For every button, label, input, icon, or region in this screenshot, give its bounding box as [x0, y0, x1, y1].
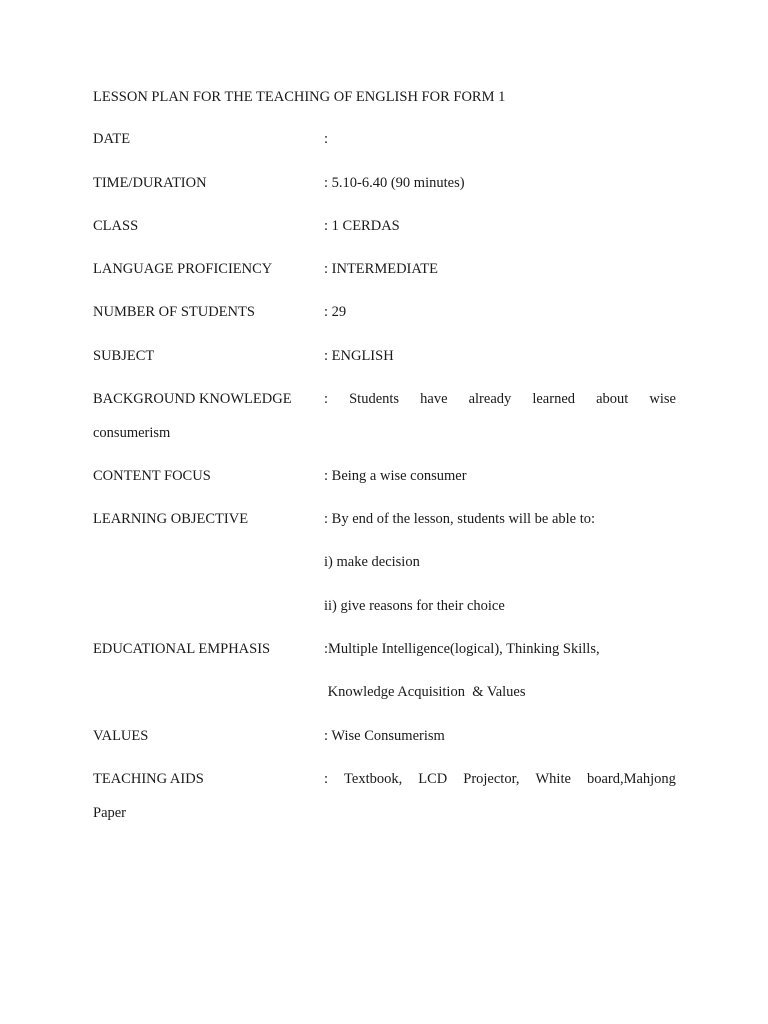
background-knowledge-continuation: consumerism: [93, 425, 171, 441]
teaching-aids-label: TEACHING AIDS: [93, 771, 204, 787]
educational-emphasis-label: EDUCATIONAL EMPHASIS: [93, 641, 271, 657]
values-value: : Wise Consumerism: [324, 728, 445, 744]
teaching-aids-value: [324, 769, 676, 789]
background-knowledge-continuation-row: [0, 423, 768, 443]
language-proficiency-label: LANGUAGE PROFICIENCY: [93, 261, 273, 277]
values-row: [0, 726, 768, 746]
date-label: DATE: [93, 131, 131, 147]
teaching-aids-word: Textbook,: [344, 771, 403, 787]
number-of-students-value: : 29: [324, 304, 347, 320]
background-knowledge-word: already: [468, 391, 512, 407]
teaching-aids-continuation: Paper: [93, 805, 127, 821]
date-row: [0, 129, 768, 149]
educational-emphasis-row: [0, 639, 768, 659]
content-focus-label: CONTENT FOCUS: [93, 468, 211, 484]
document-title: LESSON PLAN FOR THE TEACHING OF ENGLISH FOR FORM 1: [93, 89, 506, 105]
subject-label: SUBJECT: [93, 348, 155, 364]
background-knowledge-word: Students: [349, 391, 400, 407]
class-row: [0, 216, 768, 236]
content-focus-row: [0, 466, 768, 486]
content-focus-value: : Being a wise consumer: [324, 468, 467, 484]
teaching-aids-word: White: [535, 771, 571, 787]
background-knowledge-word: :: [324, 391, 329, 407]
background-knowledge-word: learned: [532, 391, 576, 407]
background-knowledge-word: have: [420, 391, 448, 407]
time-duration-row: [0, 173, 768, 193]
background-knowledge-word: wise: [649, 391, 676, 407]
class-value: : 1 CERDAS: [324, 218, 400, 234]
background-knowledge-word: about: [596, 391, 629, 407]
learning-objective-value: : By end of the lesson, students will be able to:: [324, 511, 596, 527]
teaching-aids-row: [0, 769, 768, 789]
teaching-aids-continuation-row: [0, 803, 768, 823]
subject-row: [0, 346, 768, 366]
teaching-aids-word: board,Mahjong: [586, 771, 676, 787]
learning-objective-item: ii) give reasons for their choice: [324, 598, 505, 614]
educational-emphasis-value: :Multiple Intelligence(logical), Thinking Skills,: [324, 641, 600, 657]
learning-objective-row: [0, 509, 768, 529]
educational-emphasis-continuation-row: [0, 682, 768, 702]
class-label: CLASS: [93, 218, 139, 234]
number-of-students-label: NUMBER OF STUDENTS: [93, 304, 255, 320]
background-knowledge-value: [324, 389, 676, 409]
document-title-row: [0, 87, 768, 107]
learning-objective-item-row: [0, 596, 768, 616]
time-duration-value: : 5.10-6.40 (90 minutes): [324, 175, 465, 191]
background-knowledge-row: [0, 389, 768, 409]
learning-objective-label: LEARNING OBJECTIVE: [93, 511, 249, 527]
background-knowledge-label: BACKGROUND KNOWLEDGE: [93, 391, 292, 407]
teaching-aids-word: Projector,: [463, 771, 520, 787]
language-proficiency-value: : INTERMEDIATE: [324, 261, 438, 277]
educational-emphasis-continuation: Knowledge Acquisition & Values: [324, 684, 526, 700]
date-value: :: [324, 131, 329, 147]
language-proficiency-row: [0, 259, 768, 279]
number-of-students-row: [0, 302, 768, 322]
values-label: VALUES: [93, 728, 149, 744]
subject-value: : ENGLISH: [324, 348, 394, 364]
time-duration-label: TIME/DURATION: [93, 175, 207, 191]
learning-objective-item-row: [0, 552, 768, 572]
learning-objective-item: i) make decision: [324, 554, 420, 570]
teaching-aids-word: :: [324, 771, 329, 787]
teaching-aids-word: LCD: [418, 771, 448, 787]
